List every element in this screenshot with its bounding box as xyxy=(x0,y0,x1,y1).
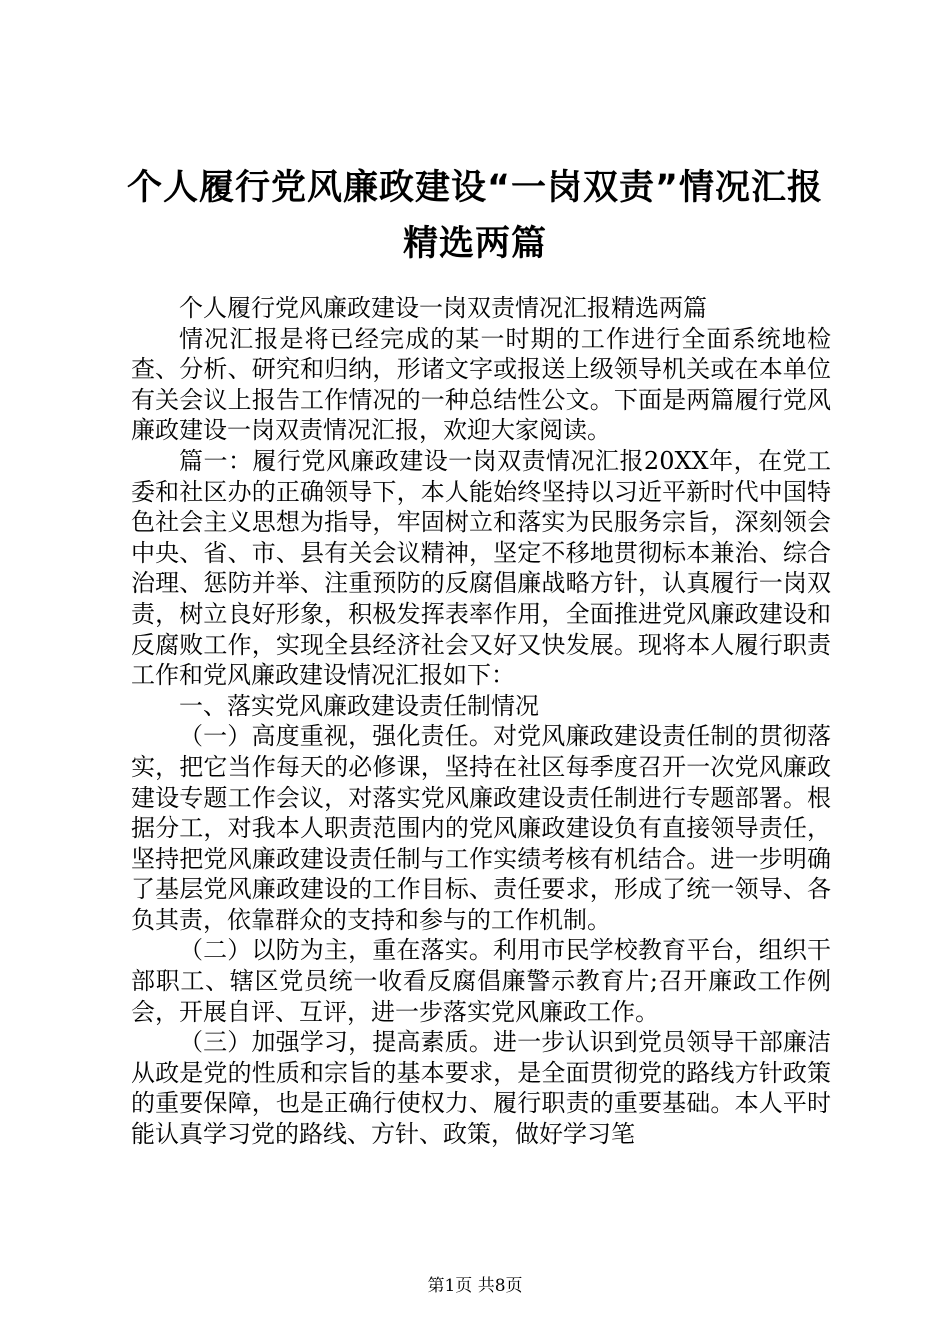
document-title-line-2: 精选两篇 xyxy=(402,224,547,264)
subtitle-paragraph: 个人履行党风廉政建设一岗双责情况汇报精选两篇 xyxy=(179,294,707,322)
chapter-one-paragraph: 篇一：履行党风廉政建设一岗双责情况汇报20XX年，在党工委和社区办的正确领导下，本人能始终坚持以习近平新时代中国特色社会主义思想为指导，牢固树立和落实为民服务宗旨，深刻领会中央、省、市、县有关会议精神，坚定不移地贯彻标本兼治、综合治理、惩防并举、注重预防的反腐倡廉战略方针，认真履行一岗双责，树立良好形象，积极发挥表率作用，全面推进党风廉政建设和反腐败工作，实现全县经济社会又好又快发展。现将本人履行职责工作和党风廉政建设情况汇报如下： xyxy=(131,446,831,690)
subsection-one-paragraph: （一）高度重视，强化责任。对党风廉政建设责任制的贯彻落实，把它当作每天的必修课，坚持在社区每季度召开一次党风廉政建设专题工作会议，对落实党风廉政建设责任制进行专题部署。根据分工，对我本人职责范围内的党风廉政建设负有直接领导责任，坚持把党风廉政建设责任制与工作实绩考核有机结合。进一步明确了基层党风廉政建设的工作目标、责任要求，形成了统一领导、各负其责，依靠群众的支持和参与的工作机制。 xyxy=(131,722,831,934)
page-number-footer: 第1页 共8页 xyxy=(427,1276,523,1296)
intro-paragraph: 情况汇报是将已经完成的某一时期的工作进行全面系统地检查、分析、研究和归纳，形诸文字或报送上级领导机关或在本单位有关会议上报告工作情况的一种总结性公文。下面是两篇履行党风廉政建设一岗双责情况汇报，欢迎大家阅读。 xyxy=(131,324,831,445)
document-body xyxy=(131,293,831,1150)
document-title-line-1: 个人履行党风廉政建设“一岗双责”情况汇报 xyxy=(126,168,823,208)
subsection-two-paragraph: （二）以防为主，重在落实。利用市民学校教育平台，组织干部职工、辖区党员统一收看反腐倡廉警示教育片;召开廉政工作例会，开展自评、互评，进一步落实党风廉政工作。 xyxy=(131,936,831,1026)
section-heading: 一、落实党风廉政建设责任制情况 xyxy=(179,691,539,720)
subsection-three-paragraph: （三）加强学习，提高素质。进一步认识到党员领导干部廉洁从政是党的性质和宗旨的基本要求，是全面贯彻党的路线方针政策的重要保障，也是正确行使权力、履行职责的重要基础。本人平时能认真学习党的路线、方针、政策，做好学习笔 xyxy=(131,1028,831,1149)
